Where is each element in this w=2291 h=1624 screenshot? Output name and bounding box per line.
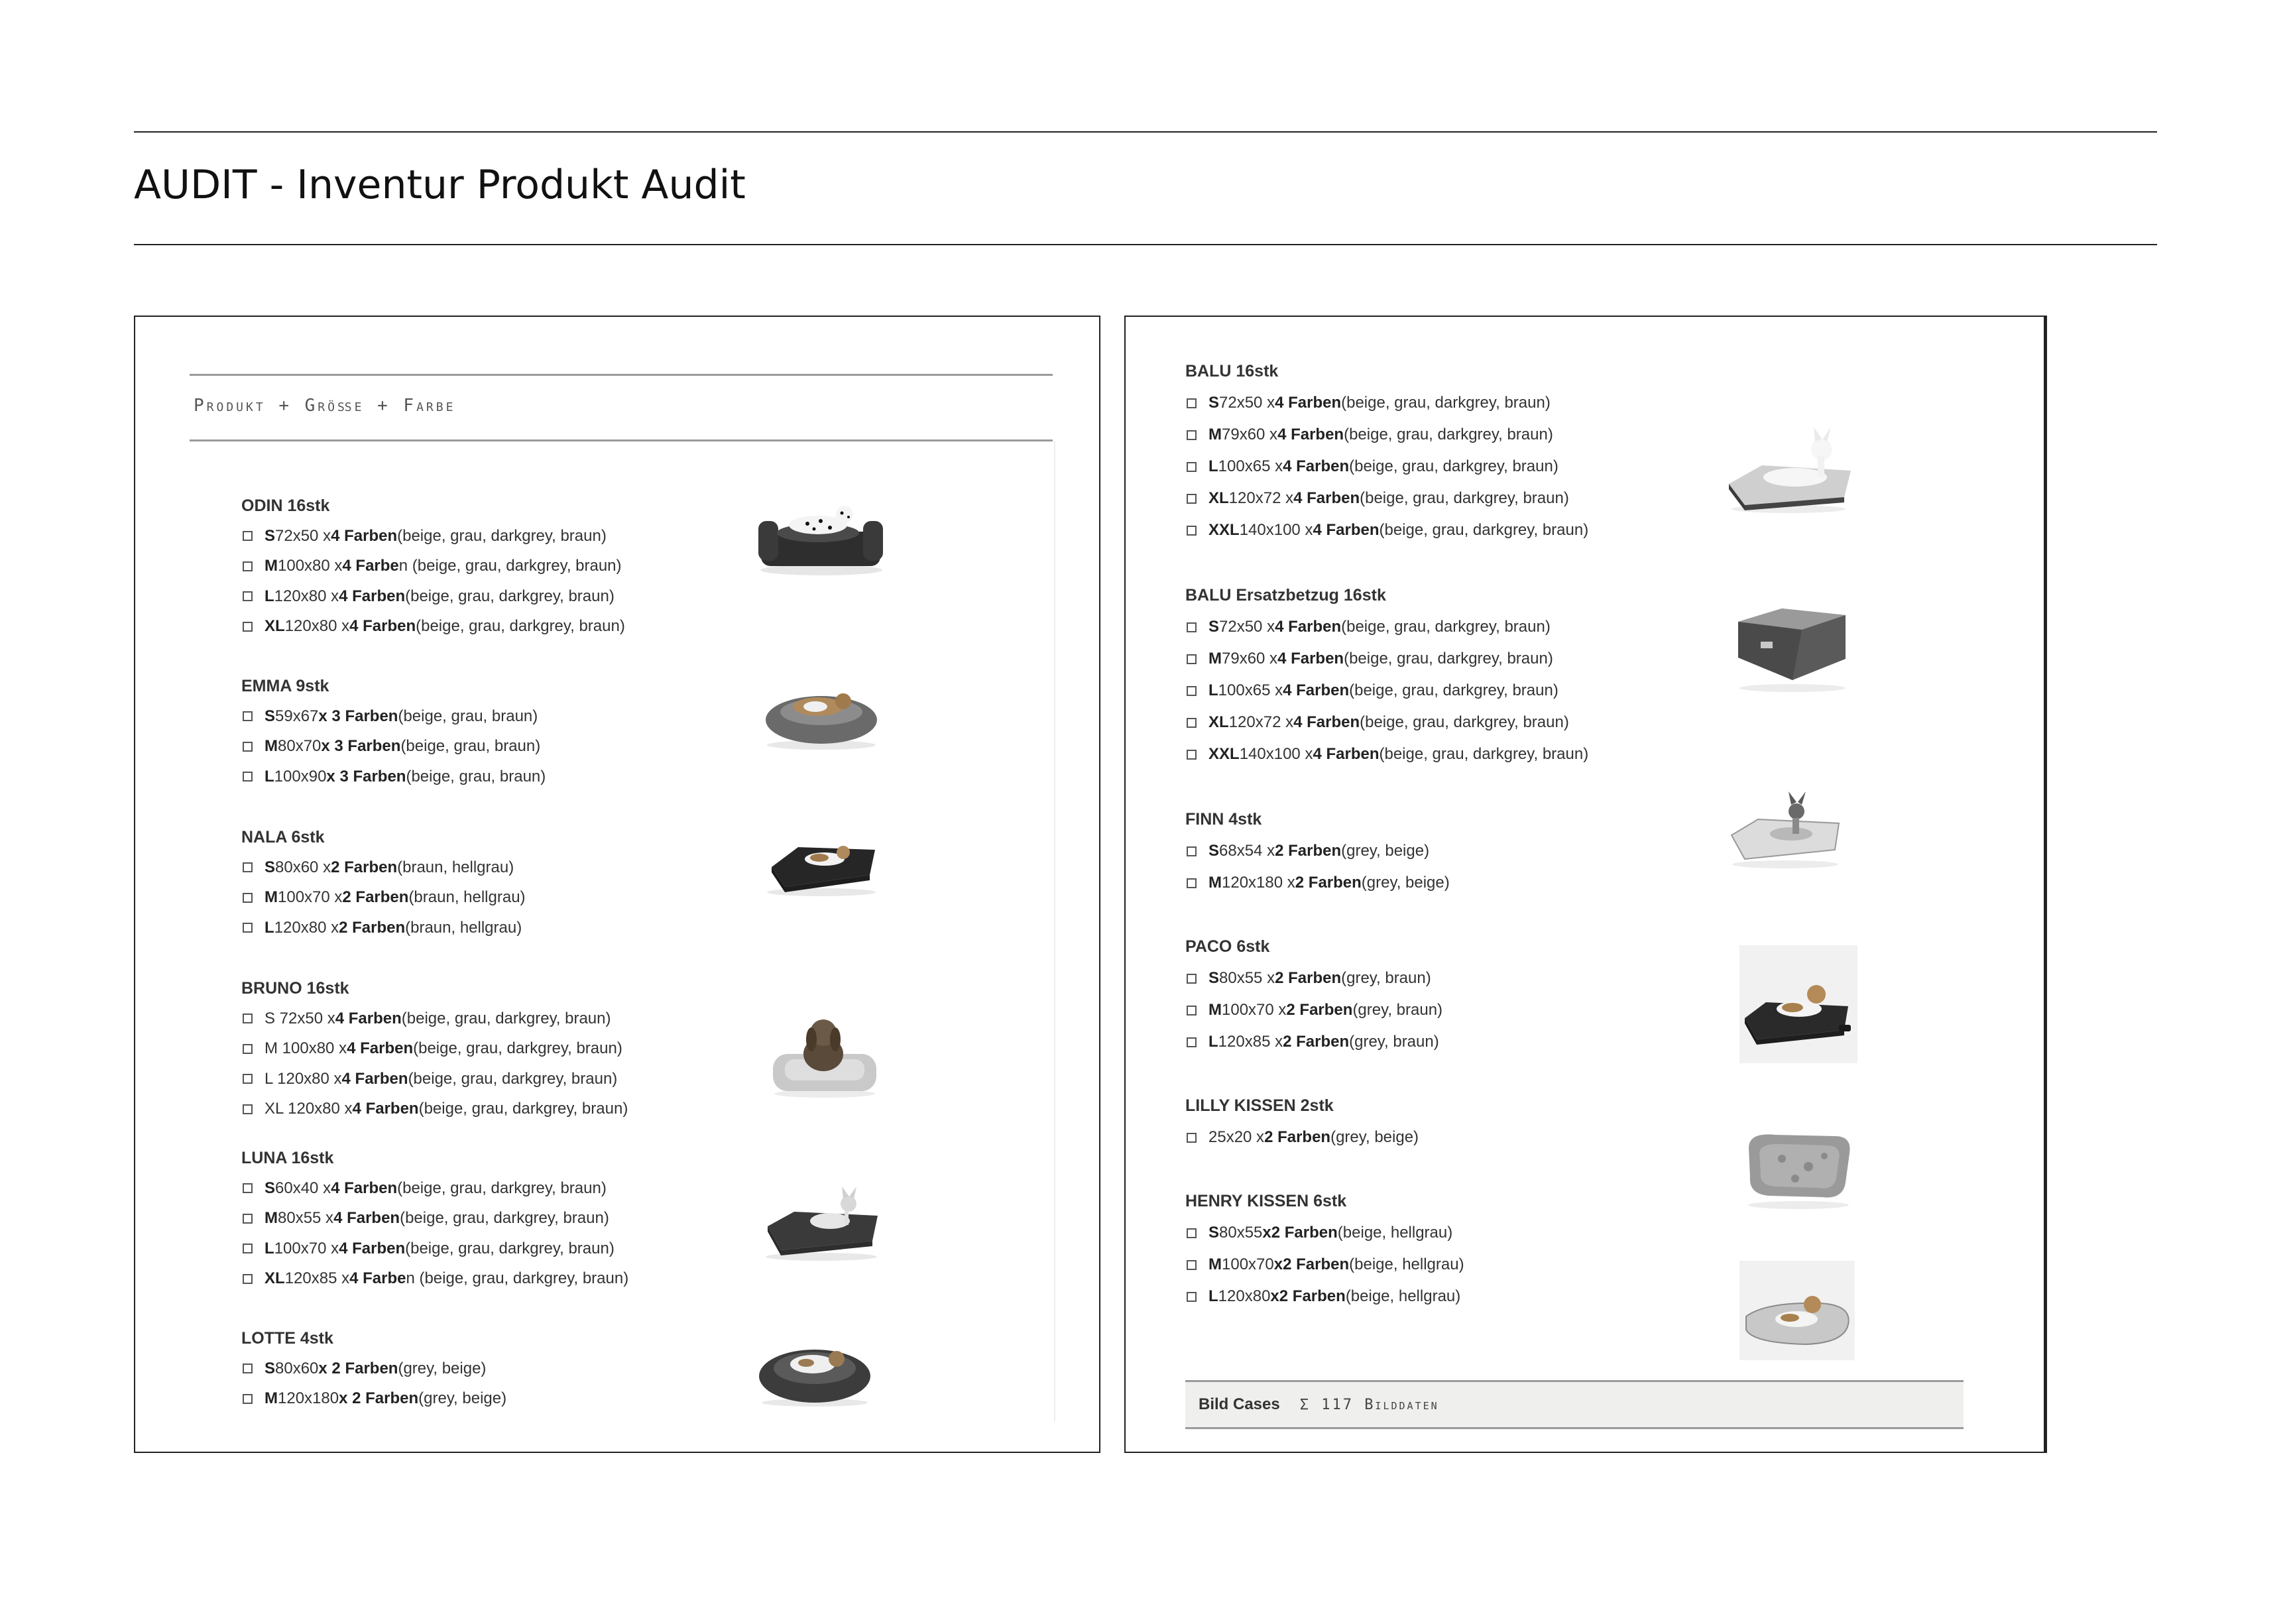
image-cases-footer	[1185, 1380, 1964, 1429]
product-title: ODIN 16stk	[241, 496, 330, 515]
product-variant[interactable]: XL 120x72 x 4 Farben (beige, grau, darkgrey, braun)	[1185, 707, 1588, 738]
product-variant[interactable]: M 79x60 x 4 Farben (beige, grau, darkgrey, braun)	[1185, 419, 1588, 451]
checkbox-icon[interactable]	[243, 531, 253, 541]
title-bottom-rule	[134, 244, 2157, 245]
product-variant[interactable]: S 72x50 x 4 Farben (beige, grau, darkgrey, braun)	[241, 521, 625, 551]
panel-header	[190, 374, 1053, 441]
product-variant[interactable]: M 100x70 x 2 Farben (braun, hellgrau)	[241, 883, 526, 913]
product-variant[interactable]: S 80x55 x 2 Farben (grey, braun)	[1185, 962, 1442, 994]
product-variant[interactable]: XL 120x80 x 4 Farben (beige, grau, darkgrey, braun)	[241, 612, 625, 642]
product-variant[interactable]: XL 120x72 x 4 Farben (beige, grau, darkgrey, braun)	[1185, 483, 1588, 514]
product-variant[interactable]: L 120x80 x 4 Farben (beige, grau, darkgrey, braun)	[241, 581, 625, 612]
checkbox-icon[interactable]	[1187, 1037, 1197, 1047]
footer-label: Bild Cases	[1199, 1395, 1280, 1413]
checkbox-icon[interactable]	[243, 561, 253, 571]
dog-pillow-beagle-icon	[1739, 1261, 1855, 1360]
product-variant[interactable]: M 79x60 x 4 Farben (beige, grau, darkgrey, braun)	[1185, 643, 1588, 675]
product-title: LOTTE 4stk	[241, 1329, 333, 1348]
fluffy-pillow-icon	[1735, 1119, 1861, 1212]
product-group-emma	[241, 671, 546, 792]
product-variant[interactable]: S 68x54 x 2 Farben (grey, beige)	[1185, 835, 1450, 867]
checkbox-icon[interactable]	[1187, 686, 1197, 696]
checkbox-icon[interactable]	[243, 622, 253, 632]
product-group-paco	[1185, 931, 1442, 1058]
product-variant[interactable]: S 72x50 x 4 Farben (beige, grau, darkgrey, braun)	[1185, 387, 1588, 419]
checkbox-icon[interactable]	[1187, 654, 1197, 664]
product-title: HENRY KISSEN 6stk	[1185, 1192, 1347, 1210]
product-variant[interactable]: XXL 140x100 x 4 Farben (beige, grau, darkgrey, braun)	[1185, 514, 1588, 546]
product-variant[interactable]: L 100x65 x 4 Farben (beige, grau, darkgrey, braun)	[1185, 451, 1588, 483]
product-group-lotte	[241, 1323, 506, 1414]
product-variant[interactable]: M 100x70 x 2 Farben (grey, braun)	[1185, 994, 1442, 1026]
product-title: BALU Ersatzbetzug 16stk	[1185, 586, 1386, 605]
product-title: PACO 6stk	[1185, 937, 1270, 956]
mattress-cover-icon	[1729, 595, 1855, 695]
product-variant[interactable]: S 59x67 x 3 Farben (beige, grau, braun)	[241, 701, 546, 732]
checkbox-icon[interactable]	[1187, 462, 1197, 472]
checkbox-icon[interactable]	[243, 1214, 253, 1224]
top-rule	[134, 131, 2157, 133]
dog-bed-oval-icon	[752, 1330, 878, 1409]
product-variant[interactable]: XL 120x85 x 4 Farbe n (beige, grau, darkgrey, braun)	[241, 1264, 628, 1295]
product-title: LUNA 16stk	[241, 1149, 334, 1167]
checkbox-icon[interactable]	[1187, 718, 1197, 728]
checkbox-icon[interactable]	[243, 1104, 253, 1114]
product-variant[interactable]: L 100x90 x 3 Farben (beige, grau, braun)	[241, 762, 546, 792]
dog-bed-bolster-dalmatian-icon	[752, 498, 891, 578]
dog-mattress-frenchie-icon	[758, 1184, 884, 1263]
product-group-balu	[1185, 355, 1588, 546]
checkbox-icon[interactable]	[1187, 846, 1197, 856]
checkbox-icon[interactable]	[243, 1014, 253, 1023]
product-variant[interactable]: S 60x40 x 4 Farben (beige, grau, darkgrey, braun)	[241, 1173, 628, 1204]
dog-cushion-light-icon	[1722, 785, 1848, 871]
checkbox-icon[interactable]	[243, 1394, 253, 1404]
product-title: FINN 4stk	[1185, 810, 1262, 829]
checkbox-icon[interactable]	[243, 742, 253, 752]
checkbox-icon[interactable]	[243, 1183, 253, 1193]
checkbox-icon[interactable]	[1187, 494, 1197, 504]
product-variant[interactable]: M 100x70 x2 Farben (beige, hellgrau)	[1185, 1249, 1464, 1281]
product-group-henry-kissen	[1185, 1185, 1464, 1312]
checkbox-icon[interactable]	[1187, 430, 1197, 440]
product-variant[interactable]: M 80x55 x 4 Farben (beige, grau, darkgrey, braun)	[241, 1204, 628, 1234]
product-variant[interactable]: 25x20 x 2 Farben (grey, beige)	[1185, 1122, 1419, 1153]
left-product-panel	[134, 316, 1100, 1453]
checkbox-icon[interactable]	[243, 1074, 253, 1084]
product-variant[interactable]: L 120x80 x 2 Farben (braun, hellgrau)	[241, 913, 526, 943]
product-variant[interactable]: XXL 140x100 x 4 Farben (beige, grau, darkgrey, braun)	[1185, 738, 1588, 770]
checkbox-icon[interactable]	[1187, 1292, 1197, 1302]
product-group-balu-ersatzbezug	[1185, 579, 1588, 770]
checkbox-icon[interactable]	[243, 923, 253, 933]
checkbox-icon[interactable]	[243, 1274, 253, 1284]
product-variant[interactable]: S 72x50 x 4 Farben (beige, grau, darkgrey, braun)	[1185, 611, 1588, 643]
product-variant[interactable]: S 80x60 x 2 Farben (braun, hellgrau)	[241, 852, 526, 883]
product-variant[interactable]: S 80x55 x2 Farben (beige, hellgrau)	[1185, 1217, 1464, 1249]
right-product-panel	[1124, 316, 2047, 1453]
dog-bed-round-beagle-icon	[758, 672, 884, 752]
product-variant[interactable]: M 80x70 x 3 Farben (beige, grau, braun)	[241, 732, 546, 762]
product-variant[interactable]: M 100x80 x 4 Farben (beige, grau, darkgrey, braun)	[241, 1034, 628, 1065]
checkbox-icon[interactable]	[243, 893, 253, 903]
product-group-bruno	[241, 973, 628, 1124]
column-divider	[1054, 441, 1055, 1421]
product-variant[interactable]: L 120x85 x 2 Farben (grey, braun)	[1185, 1026, 1442, 1058]
checkbox-icon[interactable]	[1187, 526, 1197, 536]
product-variant[interactable]: L 100x65 x 4 Farben (beige, grau, darkgrey, braun)	[1185, 675, 1588, 707]
checkbox-icon[interactable]	[1187, 1133, 1197, 1143]
checkbox-icon[interactable]	[1187, 622, 1197, 632]
page-title: AUDIT - Inventur Produkt Audit	[134, 162, 746, 208]
dog-mattress-beagle-icon	[1739, 945, 1857, 1063]
checkbox-icon[interactable]	[1187, 974, 1197, 984]
checkbox-icon[interactable]	[243, 862, 253, 872]
checkbox-icon[interactable]	[243, 772, 253, 782]
product-group-luna	[241, 1143, 628, 1294]
product-title: BRUNO 16stk	[241, 979, 349, 998]
checkbox-icon[interactable]	[1187, 398, 1197, 408]
dog-mattress-shepherd-icon	[1722, 423, 1855, 516]
checkbox-icon[interactable]	[1187, 1006, 1197, 1015]
checkbox-icon[interactable]	[1187, 750, 1197, 760]
product-variant[interactable]: XL 120x80 x 4 Farben (beige, grau, darkgrey, braun)	[241, 1094, 628, 1125]
checkbox-icon[interactable]	[1187, 1260, 1197, 1270]
product-variant[interactable]: S 80x60 x 2 Farben (grey, beige)	[241, 1354, 506, 1384]
product-group-lilly-kissen	[1185, 1090, 1419, 1153]
checkbox-icon[interactable]	[1187, 1228, 1197, 1238]
product-title: LILLY KISSEN 2stk	[1185, 1096, 1334, 1115]
checkbox-icon[interactable]	[243, 1363, 253, 1373]
checkbox-icon[interactable]	[243, 1044, 253, 1054]
product-title: EMMA 9stk	[241, 677, 329, 695]
product-variant[interactable]: S 72x50 x 4 Farben (beige, grau, darkgrey, braun)	[241, 1004, 628, 1034]
product-variant[interactable]: L 120x80 x2 Farben (beige, hellgrau)	[1185, 1281, 1464, 1312]
product-title: BALU 16stk	[1185, 362, 1279, 380]
product-variant[interactable]: M 120x180 x 2 Farben (grey, beige)	[1185, 867, 1450, 899]
product-group-odin	[241, 491, 625, 642]
image-count: Σ 117 Bilddaten	[1299, 1396, 1439, 1413]
dog-bed-square-spaniel-icon	[765, 1013, 884, 1099]
product-group-nala	[241, 822, 526, 943]
checkbox-icon[interactable]	[1187, 878, 1197, 888]
checkbox-icon[interactable]	[243, 1244, 253, 1253]
checkbox-icon[interactable]	[243, 591, 253, 601]
product-variant[interactable]: M 100x80 x 4 Farbe n (beige, grau, darkgrey, braun)	[241, 551, 625, 582]
dog-mattress-dark-icon	[758, 821, 884, 900]
checkbox-icon[interactable]	[243, 711, 253, 721]
product-title: NALA 6stk	[241, 828, 325, 846]
product-variant[interactable]: M 120x180 x 2 Farben (grey, beige)	[241, 1384, 506, 1415]
product-variant[interactable]: L 120x80 x 4 Farben (beige, grau, darkgrey, braun)	[241, 1064, 628, 1094]
product-group-finn	[1185, 803, 1450, 899]
product-variant[interactable]: L 100x70 x 4 Farben (beige, grau, darkgrey, braun)	[241, 1234, 628, 1264]
panel-header-label: Produkt + Größe + Farbe	[194, 396, 456, 416]
